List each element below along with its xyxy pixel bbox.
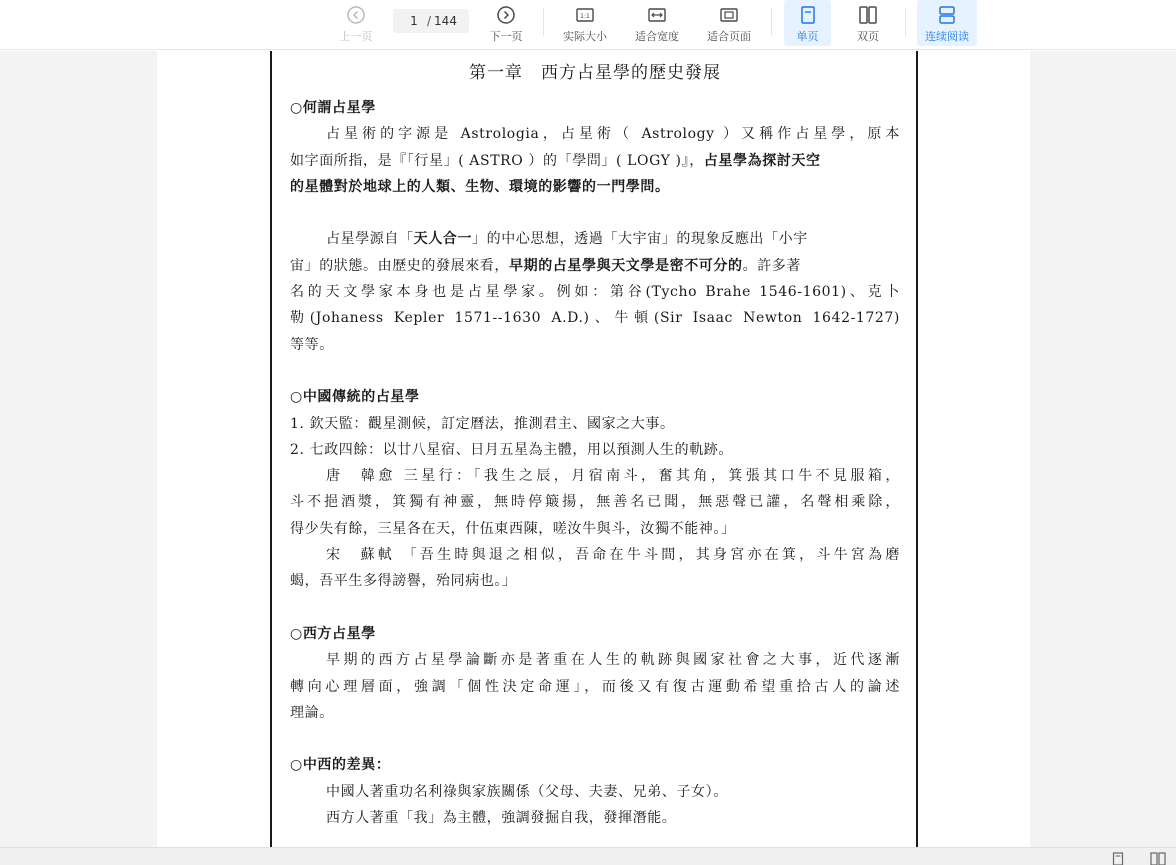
paragraph-line: 如字面所指，是『「行星」( ASTRO ）的「學問」( LOGY )』，占星學為探討天空 (290, 152, 821, 169)
viewer-toolbar (0, 0, 1176, 50)
fit-width-label: 适合宽度 (635, 30, 679, 43)
paragraph-line: 宙」的狀態。由歷史的發展來看，早期的占星學與天文學是密不可分的。許多著 (290, 257, 802, 274)
fit-page-button[interactable] (700, 0, 758, 46)
chevron-left-circle-icon (346, 5, 366, 25)
paragraph-line: 早期的西方占星學論斷亦是著重在人生的軌跡與國家社會之大事，近代逐漸 (326, 652, 900, 669)
actual-size-label: 实际大小 (563, 30, 607, 43)
quote-line: 得少失有餘，三星各在天，什伍東西陳，嗟汝牛與斗，汝獨不能神。」 (290, 520, 736, 537)
current-page[interactable]: 1 (410, 14, 418, 28)
double-page-button[interactable] (844, 0, 892, 46)
list-item: 1. 欽天監：觀星測候，訂定曆法，推測君主、國家之大事。 (290, 415, 675, 432)
double-page-label: 双页 (857, 30, 879, 43)
fit-width-icon (647, 5, 667, 25)
continuous-reading-button[interactable] (917, 0, 977, 46)
paragraph-line: 占星學源自「天人合一」的中心思想，透過「大宇宙」的現象反應出「小宇 (326, 231, 808, 248)
total-pages: 144 (434, 14, 457, 28)
list-item: 2. 七政四餘：以廿八星宿、日月五星為主體，用以預測人生的軌跡。 (290, 441, 734, 458)
section-heading: ○中國傳統的占星學 (290, 389, 420, 406)
toolbar-divider (543, 8, 544, 36)
quote-line: 蝎，吾平生多得謗譽，殆同病也。」 (290, 573, 517, 590)
section-heading: ○何謂占星學 (290, 100, 376, 116)
paragraph-line: 西方人著重「我」為主體，強調發掘自我，發揮潛能。 (326, 810, 677, 827)
paragraph-line: 轉向心理層面，強調「個性決定命運」，而後又有復古運動希望重拾古人的論述 (290, 678, 900, 695)
quote-line: 唐 韓愈 三星行：「我生之辰，月宿南斗，奮其角，箕張其口牛不見服箱， (326, 468, 900, 485)
continuous-reading-icon (937, 5, 957, 25)
toolbar-divider (771, 8, 772, 36)
actual-size-icon (575, 5, 595, 25)
prev-page-label: 上一页 (339, 30, 373, 43)
single-page-button[interactable] (784, 0, 831, 46)
status-bar (0, 847, 1176, 865)
actual-size-button[interactable] (556, 0, 614, 46)
prev-page-button[interactable] (333, 0, 379, 46)
double-page-icon (858, 5, 878, 25)
paragraph-line: 名的天文學家本身也是占星學家。例如：第谷(Tycho Brahe 1546-1601)、克卜 (290, 284, 900, 301)
single-page-view-icon[interactable] (1111, 851, 1125, 865)
quote-line: 宋 蘇軾 「吾生時與退之相似，吾命在牛斗間，其身宮亦在箕，斗牛宮為磨 (326, 547, 900, 564)
page-number-field[interactable]: 1 / 144 (393, 9, 469, 33)
section-heading: ○中西的差異： (290, 757, 391, 774)
next-page-button[interactable] (483, 0, 529, 46)
fit-page-icon (719, 5, 739, 25)
document-viewer[interactable] (0, 51, 1176, 847)
section-heading: ○西方占星學 (290, 625, 376, 642)
paragraph-line: 等等。 (290, 336, 334, 353)
single-page-label: 单页 (796, 30, 819, 43)
single-page-icon (798, 5, 818, 25)
svg-text:1:1: 1:1 (580, 13, 590, 20)
page-content (290, 51, 900, 831)
chevron-right-circle-icon (496, 5, 516, 25)
paragraph-line: 中國人著重功名利祿與家族關係（父母、夫妻、兄弟、子女）。 (326, 783, 728, 800)
double-page-view-icon[interactable] (1150, 851, 1166, 865)
page-frame (270, 51, 918, 847)
paragraph-line: 的星體對於地球上的人類、生物、環境的影響的一門學問。 (290, 178, 670, 195)
fit-page-label: 适合页面 (707, 30, 751, 43)
fit-width-button[interactable] (628, 0, 686, 46)
paragraph-line: 理論。 (290, 704, 334, 721)
quote-line: 斗不挹酒漿，箕獨有神靈，無時停簸揚，無善名已聞，無惡聲已讙，名聲相乘除， (290, 494, 900, 511)
paragraph-line: 勒(Johaness Kepler 1571--1630 A.D.)、牛頓(Sir Isaac Newton 1642-1727) (290, 310, 900, 327)
paragraph-line: 占星術的字源是 Astrologia，占星術（ Astrology ）又稱作占星學，原本 (326, 126, 900, 143)
toolbar-divider (905, 8, 906, 36)
next-page-label: 下一页 (489, 30, 523, 43)
continuous-reading-label: 连续阅读 (925, 30, 969, 43)
chapter-title: 第一章 西方占星學的歷史發展 (469, 63, 721, 83)
